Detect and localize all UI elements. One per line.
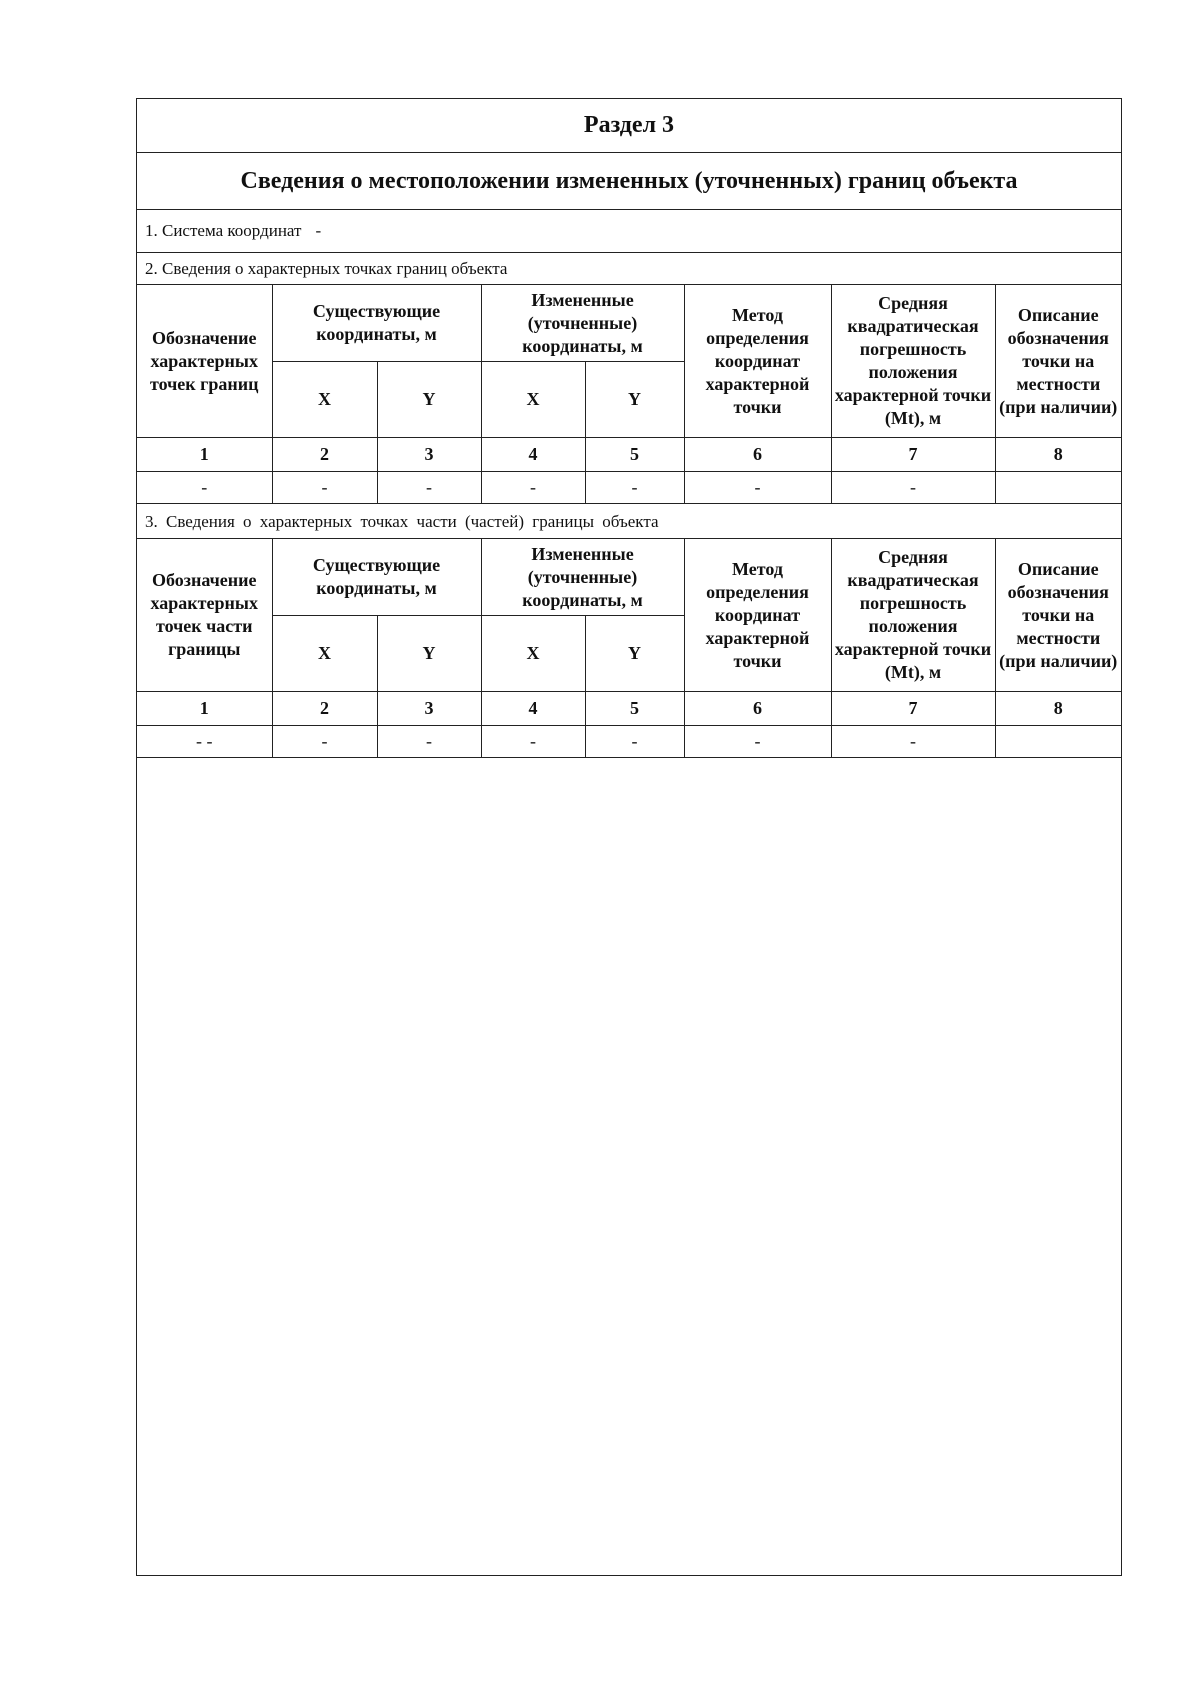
header-error: Средняя квадратическая погрешность положения характерной точки (Mt), м: [831, 285, 995, 438]
column-number: 6: [684, 692, 831, 726]
section-title: Раздел 3: [137, 99, 1121, 153]
table-cell: -: [831, 472, 995, 504]
column-number: 5: [585, 692, 684, 726]
header-changed: Измененные (уточненные) координаты, м: [481, 285, 684, 362]
header-changed-x: X: [481, 362, 585, 438]
column-number: 1: [137, 438, 272, 472]
table-cell: -: [481, 726, 585, 758]
table-cell: -: [831, 726, 995, 758]
header-existing-y: Y: [377, 616, 481, 692]
header-changed-y: Y: [585, 616, 684, 692]
table-row: [137, 726, 1121, 758]
coord-system-label: 1. Система координат: [145, 221, 302, 240]
table-part-boundary-points: [137, 538, 1121, 758]
table-cell: -: [585, 726, 684, 758]
column-number: 7: [831, 438, 995, 472]
table-cell: -: [272, 726, 377, 758]
header-changed-y: Y: [585, 362, 684, 438]
column-number-row: [137, 692, 1121, 726]
header-method: Метод определения координат характерной точки: [684, 539, 831, 692]
table-cell: -: [377, 726, 481, 758]
column-number: 8: [995, 692, 1121, 726]
header-existing: Существующие координаты, м: [272, 285, 481, 362]
table-cell: [995, 472, 1121, 504]
column-number: 3: [377, 692, 481, 726]
header-existing-x: X: [272, 616, 377, 692]
table-cell: -: [272, 472, 377, 504]
table-boundary-points: [137, 284, 1121, 504]
header-description: Описание обозначения точки на местности (при наличии): [995, 285, 1121, 438]
header-existing-y: Y: [377, 362, 481, 438]
table-cell: -: [684, 472, 831, 504]
table1-caption: 2. Сведения о характерных точках границ объекта: [145, 258, 508, 278]
header-changed-x: X: [481, 616, 585, 692]
table-cell: -: [585, 472, 684, 504]
column-number: 6: [684, 438, 831, 472]
column-number-row: [137, 438, 1121, 472]
table-row: [137, 472, 1121, 504]
header-error: Средняя квадратическая погрешность положения характерной точки (Mt), м: [831, 539, 995, 692]
header-existing-x: X: [272, 362, 377, 438]
coord-system-value: -: [315, 221, 322, 240]
column-number: 7: [831, 692, 995, 726]
section-subtitle: Сведения о местоположении измененных (уточненных) границ объекта: [137, 153, 1121, 210]
coord-system-row: [137, 210, 1121, 253]
table-cell: [995, 726, 1121, 758]
table-cell: -: [137, 472, 272, 504]
column-number: 1: [137, 692, 272, 726]
header-designation: Обозначение характерных точек части границы: [137, 539, 272, 692]
document-frame: [136, 98, 1122, 1576]
table2-caption: 3. Сведения о характерных точках части (частей) границы объекта: [145, 511, 659, 531]
header-existing: Существующие координаты, м: [272, 539, 481, 616]
table-cell: - -: [137, 726, 272, 758]
table-cell: -: [684, 726, 831, 758]
column-number: 4: [481, 692, 585, 726]
header-designation: Обозначение характерных точек границ: [137, 285, 272, 438]
table-cell: -: [377, 472, 481, 504]
column-number: 4: [481, 438, 585, 472]
column-number: 2: [272, 438, 377, 472]
table-cell: -: [481, 472, 585, 504]
column-number: 2: [272, 692, 377, 726]
header-method: Метод определения координат характерной точки: [684, 285, 831, 438]
column-number: 3: [377, 438, 481, 472]
header-changed: Измененные (уточненные) координаты, м: [481, 539, 684, 616]
column-number: 8: [995, 438, 1121, 472]
header-description: Описание обозначения точки на местности (при наличии): [995, 539, 1121, 692]
column-number: 5: [585, 438, 684, 472]
